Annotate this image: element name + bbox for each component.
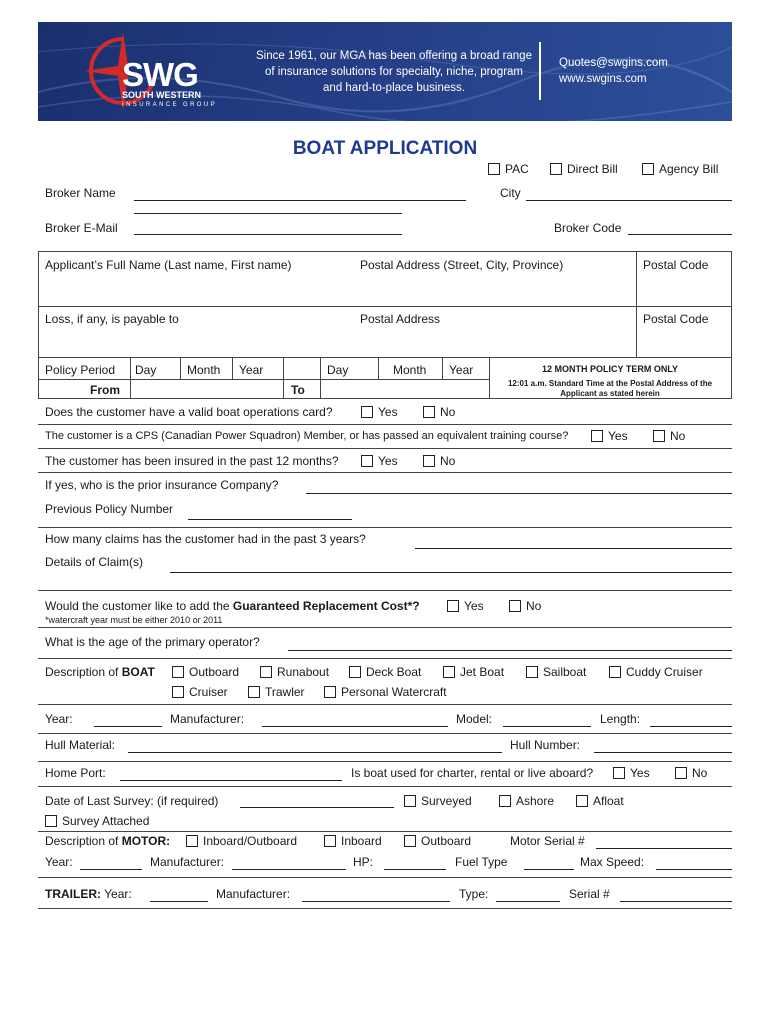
checkbox[interactable]: [248, 686, 260, 698]
no-label: No: [670, 429, 686, 443]
broker-email-field[interactable]: [134, 234, 402, 235]
boat-type-jet-boat[interactable]: [443, 665, 504, 679]
survey-date-field[interactable]: [240, 807, 394, 808]
boat-card-question: Does the customer have a valid boat operations card?: [45, 405, 333, 419]
motor-description-label: [45, 834, 170, 848]
fuel-type-label: Fuel Type: [455, 855, 508, 869]
trailer-type-field[interactable]: [496, 901, 560, 902]
hull-material-label: Hull Material:: [45, 738, 116, 752]
checkbox[interactable]: [186, 835, 198, 847]
cps-question: The customer is a CPS (Canadian Power Squadron) Member, or has passed an equivalent training course?: [45, 430, 569, 442]
checkbox[interactable]: [499, 795, 511, 807]
insured-question: The customer has been insured in the past 12 months?: [45, 454, 339, 468]
age-field[interactable]: [288, 650, 732, 651]
motor-year-label: Year:: [45, 855, 73, 869]
boat-type-cruiser[interactable]: [172, 685, 228, 699]
logo-subtitle-2: INSURANCE GROUP: [122, 102, 218, 108]
divider: [38, 877, 732, 878]
divider: [378, 357, 379, 379]
checkbox[interactable]: [591, 430, 603, 442]
motor-desc-text: Description of: [45, 834, 122, 848]
contact-website-link[interactable]: www.swgins.com: [559, 73, 647, 85]
checkbox[interactable]: [613, 767, 625, 779]
afloat-option[interactable]: [576, 794, 624, 808]
boat-length-label: Length:: [600, 712, 641, 726]
header-banner: [38, 22, 732, 121]
boat-description-label: [45, 665, 155, 679]
option-label: Cruiser: [189, 685, 228, 699]
option-label: Ashore: [516, 794, 555, 808]
boat-manufacturer-label: Manufacturer:: [170, 712, 245, 726]
option-label: Outboard: [189, 665, 240, 679]
survey-date-label: Date of Last Survey: (if required): [45, 794, 219, 808]
postal-code-label: Postal Code: [643, 258, 709, 272]
motor-inboard[interactable]: [324, 834, 382, 848]
home-port-field[interactable]: [120, 780, 342, 781]
claim-details-field[interactable]: [170, 572, 732, 573]
checkbox[interactable]: [404, 795, 416, 807]
direct-bill-label: Direct Bill: [567, 162, 618, 176]
pac-label: PAC: [505, 162, 529, 176]
checkbox[interactable]: [260, 666, 272, 678]
contact-email-link[interactable]: Quotes@swgins.com: [559, 57, 668, 69]
divider: [283, 357, 284, 398]
trailer-label: [45, 887, 132, 901]
divider: [38, 733, 732, 734]
checkbox[interactable]: [349, 666, 361, 678]
max-speed-label: Max Speed:: [580, 855, 645, 869]
grc-no[interactable]: [509, 599, 541, 613]
hull-number-label: Hull Number:: [510, 738, 581, 752]
motor-serial-field[interactable]: [596, 848, 732, 849]
postal-address-label: Postal Address (Street, City, Province): [360, 258, 564, 272]
cps-no[interactable]: [653, 429, 685, 443]
checkbox[interactable]: [361, 406, 373, 418]
option-label: Outboard: [421, 834, 472, 848]
boat-type-cuddy-cruiser[interactable]: [609, 665, 703, 679]
trailer-serial-label: Serial #: [569, 887, 610, 901]
prior-company-question: If yes, who is the prior insurance Company?: [45, 478, 279, 492]
option-label: Cuddy Cruiser: [626, 665, 703, 679]
prior-company-field[interactable]: [306, 493, 732, 494]
applicant-name-label: Applicant’s Full Name (Last name, First name): [45, 258, 292, 272]
divider: [38, 379, 489, 380]
survey-attached-option[interactable]: [45, 814, 149, 828]
trailer-type-label: Type:: [459, 887, 489, 901]
divider: [38, 472, 732, 473]
divider: [38, 627, 732, 628]
loss-postal-code-label: Postal Code: [643, 312, 709, 326]
logo-wordmark: SWG: [122, 56, 198, 93]
broker-code-field[interactable]: [628, 234, 732, 235]
policy-period-label: Policy Period: [45, 363, 116, 377]
divider: [180, 357, 181, 379]
cps-yes[interactable]: [591, 429, 628, 443]
motor-manufacturer-field[interactable]: [232, 869, 346, 870]
to-month-label: Month: [393, 363, 427, 377]
trailer-manufacturer-field[interactable]: [302, 901, 450, 902]
divider: [38, 424, 732, 425]
motor-hp-field[interactable]: [384, 869, 446, 870]
divider: [38, 251, 732, 252]
from-day-label: Day: [135, 363, 157, 377]
claim-details-label: Details of Claim(s): [45, 555, 144, 569]
surveyed-option[interactable]: [404, 794, 472, 808]
boat-card-no[interactable]: [423, 405, 455, 419]
option-label: Trawler: [265, 685, 305, 699]
checkbox[interactable]: [447, 600, 459, 612]
banner-divider: [539, 42, 541, 100]
motor-desc-bold: MOTOR:: [121, 834, 171, 848]
no-label: No: [526, 599, 542, 613]
divider: [38, 527, 732, 528]
grc-question-text: Would the customer like to add the: [45, 599, 233, 613]
option-label: Runabout: [277, 665, 330, 679]
checkbox[interactable]: [172, 666, 184, 678]
direct-bill-option[interactable]: [550, 162, 618, 176]
loss-payable-label: Loss, if any, is payable to: [45, 312, 179, 326]
divider: [731, 251, 732, 398]
option-label: Personal Watercraft: [341, 685, 447, 699]
grc-note: *watercraft year must be either 2010 or 2011: [45, 615, 223, 625]
ashore-option[interactable]: [499, 794, 554, 808]
motor-outboard[interactable]: [404, 834, 471, 848]
divider: [38, 908, 732, 909]
claims-count-field[interactable]: [415, 548, 732, 549]
from-year-label: Year: [239, 363, 264, 377]
boat-desc-text: Description of: [45, 665, 122, 679]
broker-name-field-2[interactable]: [134, 213, 402, 214]
yes-label: Yes: [608, 429, 628, 443]
option-label: Surveyed: [421, 794, 472, 808]
broker-code-label: Broker Code: [554, 221, 622, 235]
divider: [636, 251, 637, 357]
city-field[interactable]: [526, 200, 732, 201]
from-label: From: [90, 383, 120, 397]
boat-model-field[interactable]: [503, 726, 591, 727]
broker-name-label: Broker Name: [45, 186, 116, 200]
agency-bill-label: Agency Bill: [659, 162, 719, 176]
yes-label: Yes: [464, 599, 484, 613]
trailer-year-label: Year:: [104, 887, 132, 901]
trailer-manufacturer-label: Manufacturer:: [216, 887, 291, 901]
divider: [130, 357, 131, 398]
insured-no[interactable]: [423, 454, 455, 468]
charter-yes[interactable]: [613, 766, 650, 780]
trailer-label-bold: TRAILER:: [45, 887, 101, 901]
motor-manufacturer-label: Manufacturer:: [150, 855, 225, 869]
age-question: What is the age of the primary operator?: [45, 635, 260, 649]
page-title: BOAT APPLICATION: [292, 138, 478, 159]
to-day-label: Day: [327, 363, 349, 377]
divider: [232, 357, 233, 379]
pac-checkbox[interactable]: [488, 163, 500, 175]
boat-type-outboard[interactable]: [172, 665, 239, 679]
broker-email-label: Broker E-Mail: [45, 221, 118, 235]
boat-manufacturer-field[interactable]: [262, 726, 448, 727]
direct-bill-checkbox[interactable]: [550, 163, 562, 175]
checkbox[interactable]: [423, 406, 435, 418]
no-label: No: [440, 454, 456, 468]
loss-postal-address-label: Postal Address: [360, 312, 441, 326]
hull-material-field[interactable]: [128, 752, 502, 753]
divider: [38, 786, 732, 787]
insured-yes[interactable]: [361, 454, 398, 468]
boat-type-runabout[interactable]: [260, 665, 329, 679]
yes-label: Yes: [378, 405, 398, 419]
checkbox[interactable]: [324, 686, 336, 698]
divider: [320, 357, 321, 398]
grc-yes[interactable]: [447, 599, 484, 613]
option-label: Jet Boat: [460, 665, 505, 679]
motor-inboard-outboard[interactable]: [186, 834, 297, 848]
boat-type-pwc[interactable]: [324, 685, 447, 699]
checkbox[interactable]: [324, 835, 336, 847]
claims-question: How many claims has the customer had in the past 3 years?: [45, 532, 366, 546]
divider: [38, 448, 732, 449]
policy-term-note: 12 MONTH POLICY TERM ONLY: [541, 364, 679, 374]
boat-desc-bold: BOAT: [121, 665, 155, 679]
trailer-year-field[interactable]: [150, 901, 208, 902]
checkbox[interactable]: [404, 835, 416, 847]
checkbox[interactable]: [576, 795, 588, 807]
no-label: No: [692, 766, 708, 780]
divider: [38, 306, 732, 307]
boat-model-label: Model:: [456, 712, 493, 726]
checkbox[interactable]: [361, 455, 373, 467]
checkbox[interactable]: [509, 600, 521, 612]
checkbox[interactable]: [675, 767, 687, 779]
divider: [38, 704, 732, 705]
agency-bill-option[interactable]: [642, 162, 718, 176]
divider: [38, 251, 39, 398]
to-year-label: Year: [449, 363, 474, 377]
checkbox[interactable]: [653, 430, 665, 442]
boat-card-yes[interactable]: [361, 405, 398, 419]
yes-label: Yes: [378, 454, 398, 468]
hull-number-field[interactable]: [594, 752, 732, 753]
option-label: Deck Boat: [366, 665, 422, 679]
grc-question-bold: Guaranteed Replacement Cost*?: [232, 599, 420, 613]
option-label: Inboard: [341, 834, 382, 848]
motor-hp-label: HP:: [353, 855, 374, 869]
boat-length-field[interactable]: [650, 726, 732, 727]
fuel-type-field[interactable]: [524, 869, 574, 870]
no-label: No: [440, 405, 456, 419]
charter-question: Is boat used for charter, rental or live aboard?: [351, 766, 594, 780]
option-label: Survey Attached: [62, 814, 150, 828]
checkbox[interactable]: [443, 666, 455, 678]
previous-policy-label: Previous Policy Number: [45, 502, 174, 516]
max-speed-field[interactable]: [656, 869, 732, 870]
checkbox[interactable]: [609, 666, 621, 678]
boat-year-label: Year:: [45, 712, 73, 726]
logo-subtitle: SOUTH WESTERN: [122, 90, 202, 100]
trailer-serial-field[interactable]: [620, 901, 732, 902]
banner-tagline: Since 1961, our MGA has been offering a broad range of insurance solutions for specialty, niche, program and hard-to-place business.: [256, 50, 532, 94]
option-label: Afloat: [593, 794, 624, 808]
yes-label: Yes: [630, 766, 650, 780]
city-label: City: [500, 186, 521, 200]
boat-type-deck-boat[interactable]: [349, 665, 421, 679]
boat-type-sailboat[interactable]: [526, 665, 586, 679]
pac-option[interactable]: [488, 162, 529, 176]
boat-year-field[interactable]: [94, 726, 162, 727]
divider: [442, 357, 443, 379]
charter-no[interactable]: [675, 766, 707, 780]
motor-serial-label: Motor Serial #: [510, 834, 585, 848]
option-label: Inboard/Outboard: [203, 834, 298, 848]
checkbox[interactable]: [45, 815, 57, 827]
divider: [38, 761, 732, 762]
motor-year-field[interactable]: [80, 869, 142, 870]
grc-question: [45, 599, 420, 613]
home-port-label: Home Port:: [45, 766, 106, 780]
boat-type-trawler[interactable]: [248, 685, 305, 699]
policy-time-note: 12:01 a.m. Standard Time at the Postal Address of the Applicant as stated herein: [507, 379, 713, 398]
divider: [38, 590, 732, 591]
broker-name-field[interactable]: [134, 200, 466, 201]
to-label: To: [291, 383, 305, 397]
checkbox[interactable]: [172, 686, 184, 698]
divider: [38, 831, 732, 832]
option-label: Sailboat: [543, 665, 587, 679]
from-month-label: Month: [187, 363, 221, 377]
divider: [38, 658, 732, 659]
divider: [38, 357, 732, 358]
agency-bill-checkbox[interactable]: [642, 163, 654, 175]
banner-contact: [559, 55, 668, 87]
checkbox[interactable]: [526, 666, 538, 678]
checkbox[interactable]: [423, 455, 435, 467]
previous-policy-field[interactable]: [188, 519, 352, 520]
